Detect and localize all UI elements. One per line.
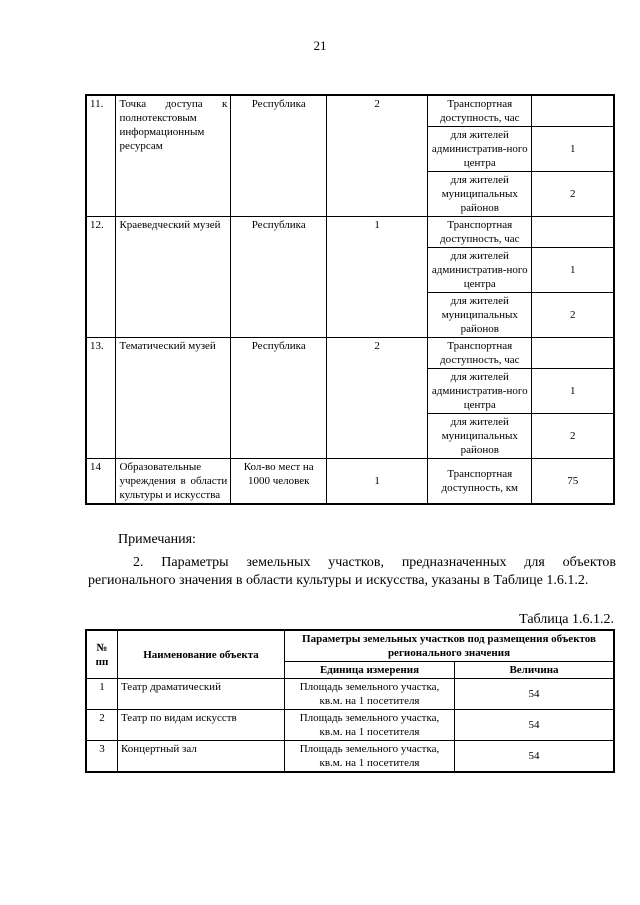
row-number: 14 [86,459,116,505]
header-num: № пп [86,630,118,679]
object-level: Республика [231,338,327,459]
parameter-label: Транспортная доступность, час [428,338,532,369]
object-name: Концертный зал [118,741,285,773]
row-number: 12. [86,217,116,338]
table-row [86,459,614,505]
unit-of-measure: Площадь земельного участка, кв.м. на 1 посетителя [285,679,455,710]
table-row [86,95,614,127]
parameter-label: для жителей административ-ного центра [428,369,532,414]
row-number: 3 [86,741,118,773]
header-group: Параметры земельных участков под размещения объектов регионального значения [285,630,615,662]
object-name: Театр по видам искусств [118,710,285,741]
parameter-value: 1 [532,248,614,293]
object-level: Кол-во мест на 1000 человек [231,459,327,505]
parameter-value: 2 [532,293,614,338]
parameter-value [532,217,614,248]
table-row [86,217,614,248]
parameter-label: для жителей административ-ного центра [428,127,532,172]
parameter-value [532,95,614,127]
parameter-label: для жителей административ-ного центра [428,248,532,293]
object-name: Образовательные учреждения в области культуры и искусства [116,459,231,505]
object-name: Театр драматический [118,679,285,710]
parameter-label: Транспортная доступность, час [428,95,532,127]
parameter-label: для жителей муниципальных районов [428,414,532,459]
parameter-label: для жителей муниципальных районов [428,293,532,338]
parameter-label: Транспортная доступность, час [428,217,532,248]
row-number: 13. [86,338,116,459]
row-number: 11. [86,95,116,217]
parameter-value: 2 [532,172,614,217]
object-level: Республика [231,95,327,217]
object-quantity: 1 [327,459,428,505]
land-parameters-table [85,629,615,773]
table-row [86,338,614,369]
parameter-value [532,338,614,369]
note-paragraph: 2. Параметры земельных участков, предназначенных для объектов регионального значения в области культуры и искусства, указаны в Таблице 1.6.1.2. [88,555,616,588]
table-header-row [86,630,614,662]
parameter-value: 54 [455,679,615,710]
header-name: Наименование объекта [118,630,285,679]
object-quantity: 2 [327,95,428,217]
notes-title: Примечания: [118,532,196,547]
header-value: Величина [455,662,615,679]
parameter-value: 1 [532,127,614,172]
parameter-label: для жителей муниципальных районов [428,172,532,217]
object-name: Краеведческий музей [116,217,231,338]
parameter-value: 1 [532,369,614,414]
table-row [86,741,614,773]
parameter-value: 54 [455,710,615,741]
parameter-label: Транспортная доступность, км [428,459,532,505]
object-quantity: 1 [327,217,428,338]
facilities-table [85,94,615,505]
header-unit: Единица измерения [285,662,455,679]
page-number: 21 [313,38,327,53]
parameter-value: 2 [532,414,614,459]
table-row [86,710,614,741]
object-level: Республика [231,217,327,338]
object-name: Точка доступа к полнотекстовым информационным ресурсам [116,95,231,217]
object-name: Тематический музей [116,338,231,459]
row-number: 1 [86,679,118,710]
object-quantity: 2 [327,338,428,459]
table-row [86,679,614,710]
parameter-value: 54 [455,741,615,773]
table-caption: Таблица 1.6.1.2. [519,612,614,627]
unit-of-measure: Площадь земельного участка, кв.м. на 1 посетителя [285,741,455,773]
row-number: 2 [86,710,118,741]
parameter-value: 75 [532,459,614,505]
unit-of-measure: Площадь земельного участка, кв.м. на 1 посетителя [285,710,455,741]
